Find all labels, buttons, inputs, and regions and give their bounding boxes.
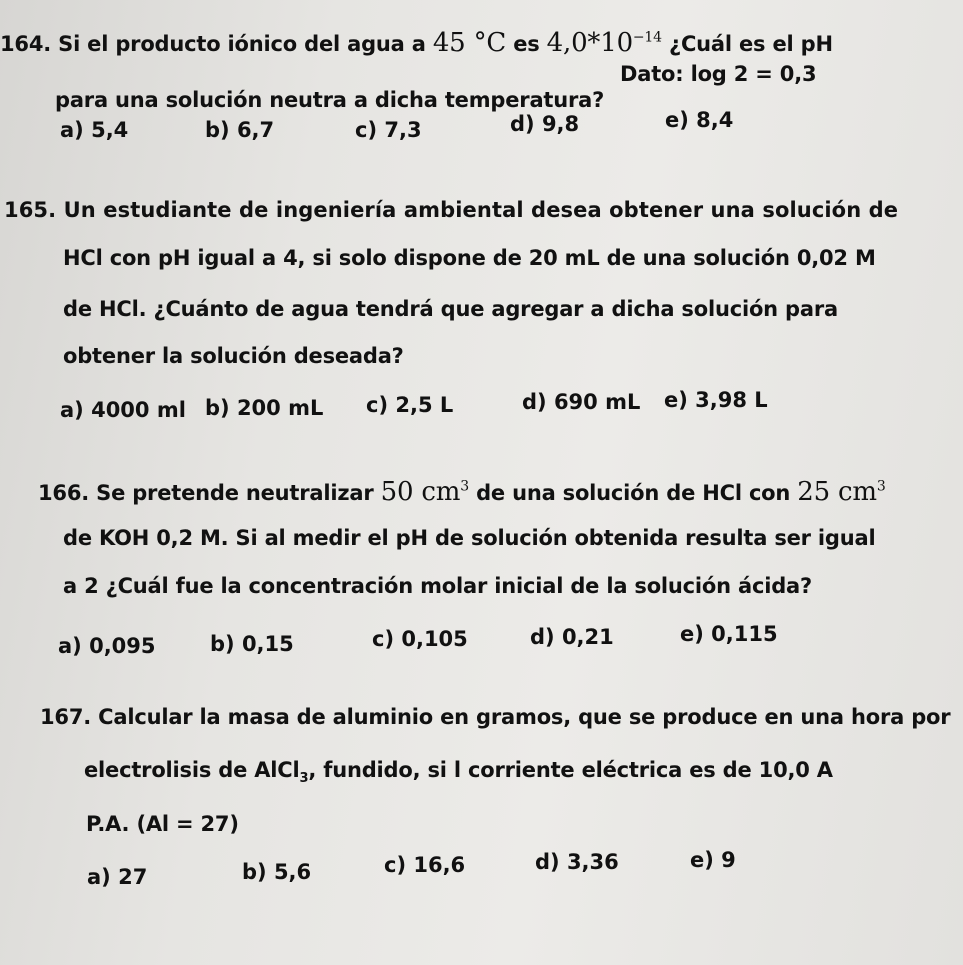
q166-volume-1-value: 50 cm	[380, 477, 461, 507]
q167-option-e[interactable]: e) 9	[690, 848, 736, 872]
q167-text-2a: electrolisis de AlCl	[84, 758, 300, 782]
q166-text-1b: de una solución de HCl con	[476, 481, 791, 505]
q164-kw	[547, 28, 662, 58]
q167-text-1: Calcular la masa de aluminio en gramos, que se produce en una hora por	[98, 705, 951, 729]
q165-line3: de HCl. ¿Cuánto de agua tendrá que agregar a dicha solución para	[63, 297, 838, 321]
q164-line1	[0, 28, 833, 58]
q166-volume-2-exp: 3	[876, 478, 886, 495]
q164-option-b[interactable]: b) 6,7	[205, 118, 275, 142]
q166-option-b[interactable]: b) 0,15	[210, 632, 294, 656]
q166-volume-1-exp: 3	[460, 478, 469, 495]
q165-line1	[4, 198, 898, 222]
q164-text-1a: Si el producto iónico del agua a	[58, 32, 426, 56]
q165-option-b[interactable]: b) 200 mL	[205, 396, 324, 420]
q165-option-a[interactable]: a) 4000 ml	[60, 398, 186, 422]
q164-text-1b: ¿Cuál es el pH	[668, 32, 833, 56]
q164-option-a[interactable]: a) 5,4	[60, 118, 129, 142]
q166-line3: a 2 ¿Cuál fue la concentración molar inicial de la solución ácida?	[63, 574, 813, 598]
q164-line2: para una solución neutra a dicha temperatura?	[55, 88, 605, 112]
q166-option-d[interactable]: d) 0,21	[530, 625, 614, 649]
q167-option-a[interactable]: a) 27	[87, 865, 148, 889]
q167-subscript: 3	[299, 771, 309, 787]
q165-line4: obtener la solución deseada?	[63, 344, 404, 368]
q164-option-c[interactable]: c) 7,3	[355, 118, 422, 142]
q165-option-d[interactable]: d) 690 mL	[522, 390, 641, 414]
q166-line2: de KOH 0,2 M. Si al medir el pH de solución obtenida resulta ser igual	[63, 526, 876, 550]
q167-option-b[interactable]: b) 5,6	[242, 860, 312, 884]
q164-dato: Dato: log 2 = 0,3	[620, 62, 817, 86]
q166-number: 166.	[38, 481, 90, 505]
q166-option-e[interactable]: e) 0,115	[680, 622, 778, 646]
q164-option-d[interactable]: d) 9,8	[510, 112, 580, 136]
q164-option-e[interactable]: e) 8,4	[665, 108, 734, 132]
q166-volume-2	[797, 477, 885, 507]
q166-text-1a: Se pretende neutralizar	[96, 481, 374, 505]
q166-line1	[38, 477, 886, 507]
q166-volume-2-value: 25 cm	[797, 477, 877, 507]
q167-line1	[40, 705, 950, 729]
q166-option-c[interactable]: c) 0,105	[372, 627, 468, 651]
q164-kw-base: 4,0*10	[546, 28, 633, 58]
q167-line2	[84, 758, 833, 786]
q164-temperature: 45 °C	[432, 28, 507, 58]
q166-option-a[interactable]: a) 0,095	[58, 634, 156, 658]
q167-number: 167.	[40, 705, 92, 729]
q167-text-2b: , fundido, si l corriente eléctrica es de 10,0 A	[308, 758, 833, 782]
q165-text-1: Un estudiante de ingeniería ambiental desea obtener una solución de	[63, 198, 899, 222]
q164-number: 164.	[0, 32, 52, 56]
q167-line3: P.A. (Al = 27)	[86, 812, 239, 836]
q166-volume-1	[381, 477, 469, 507]
q167-option-c[interactable]: c) 16,6	[384, 853, 466, 877]
q164-es: es	[513, 32, 540, 56]
q165-option-c[interactable]: c) 2,5 L	[366, 393, 454, 417]
q167-option-d[interactable]: d) 3,36	[535, 850, 619, 874]
q165-line2: HCl con pH igual a 4, si solo dispone de 20 mL de una solución 0,02 M	[63, 246, 876, 270]
q165-number: 165.	[4, 198, 57, 222]
q165-option-e[interactable]: e) 3,98 L	[664, 388, 768, 412]
q164-kw-exponent: −14	[632, 29, 662, 46]
